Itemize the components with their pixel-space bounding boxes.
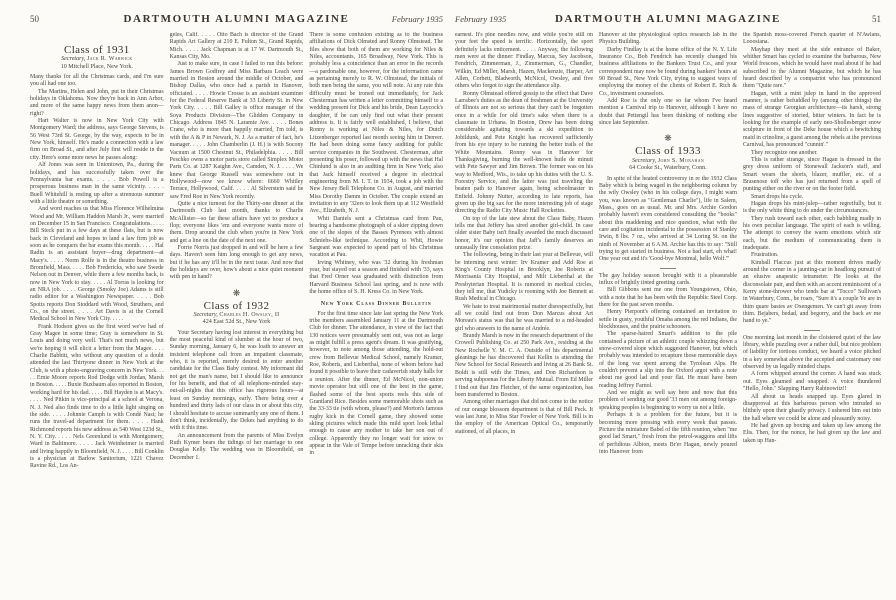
paragraph: Hart Walter is now in New York City with Montgomery Ward; the address, says George Stevens, is 56 West 73rd St. George, by the way, expects to be in New York, himself. He's made a connection with a law firm on Broad St., and after July first will reside in the city. Here's some more news he passes along: (30, 118, 164, 161)
section-subhead: New York Class Dinner Bulletin (320, 301, 432, 308)
columns-right (455, 32, 881, 589)
paragraph-divider-rule (804, 330, 820, 331)
page-number: 50 (30, 14, 39, 24)
secretary-line (170, 312, 304, 319)
issue-date: February 1935 (391, 14, 443, 24)
paragraph: The Martins, Helen and John, put in their Christmas holidays in Oklahoma. Now they're back in Ann Arbor, and more of the same happy news from them anon—right? (30, 88, 164, 117)
magazine-title: DARTMOUTH ALUMNI MAGAZINE (123, 13, 350, 25)
secretary-name: Jack R. Warwick (86, 56, 133, 63)
paragraph: They rush toward each other, each babbling madly in his own peculiar language. The spirit of each is willing. The attempt to convey the warm emotions which stir each, but the medium of communicating them is inadequate. (743, 215, 881, 251)
magazine-title: DARTMOUTH ALUMNI MAGAZINE (554, 13, 781, 25)
class-heading: Class of 1932 (203, 299, 270, 312)
paragraph: We hate to treat matrimonial matter disrespectfully, but all we could find out from Don Marcus about Art Moreau's status was that he was married to a red-headed girl who answers to the name of Andrée. (455, 303, 593, 332)
section-divider-ornament-icon: ❋ (232, 287, 241, 298)
class-heading: Class of 1933 (635, 145, 701, 158)
paragraph: Irving Whitney, who was '32 during his freshman year, but stayed out a season and finished with '33, says that Fred Orner was graduated with distinction from Harvard Business School last spring, and is now with the home office of S. H. Kress Co. in New York. (309, 259, 443, 296)
paragraph: The following, being in their last year at Bellevue, will be interning next winter: Irv Kramer and Add Roe at King's County Hospital in Brooklyn, Joe Roberts at Morrisania City Hospital, and Milt Lieberthal at the Presbyterian Hospital. It is rumored in medical circles, they tell me, that Yudicky is rooming with Joe Bennett at Rush Medical in Chicago. (455, 252, 593, 303)
class-heading: Class of 1931 (63, 44, 130, 56)
secretary-line (599, 158, 737, 165)
secretary-name: Charles H. Owsley, II (219, 312, 280, 319)
paragraph: Frustration. (751, 252, 779, 259)
paragraph: Darby Findlay is at the home office of the N. Y. Life Insurance Co., Bob Fendrich has recently changed his business affiliations to the Bankers Trust Co., and your correspondent may now be found during bankers' hours at 90 Broad St., New York City, trying to suggest ways of employing the money of the clients of Robert E. Rich & Co., investment counselors. (599, 46, 737, 97)
text-column-4 (455, 32, 593, 589)
paragraph: Brandy Marsh is now in the research department of the Crowell Publishing Co. at 250 Park Ave., residing at the New Rochelle Y. M. C. A. Outside of his departmental gleanings he has discovered that Kellin is attending the New School for Social Research and living at 26 Bank St. Boldt is still with the Times, and Don Richardson is serving subpoenas for the Liberty Mutual. From Ed Miller I find out that Jim Fletcher, of the same organization, has been transferred to Boston. (455, 333, 593, 398)
paragraph: The sparse-haired Smart's addition to the pile contained a picture of an athletic couple whizzing down a snow-covered slope which suggested Hanover, but which probably was intended to recapture those memorable days of the long vac spent among the Tyrolean Alps. He couldn't prevent a slip into the Oxford argot with a note about me good lad and your flat. He must have been reading Jeffrey Farnol. (599, 331, 737, 389)
page-header-left (30, 13, 443, 25)
text-column-1 (30, 32, 164, 589)
secretary-address: 424 East 52d St., New York (202, 319, 271, 326)
paragraph: Henry Pierpont's offering contained an invitation to settle in gusty, youthful Omaha among the red Indians, the blockhouses, and the prairie schooners. (599, 309, 737, 331)
paragraph: Quite a nice turnout for the Thirty-one dinner at the Dartmouth Club last month, thanks to Charlie McAllister—so far these affairs have yet to produce a flop; everyone likes 'em and everyone wants more of them. Drop around the club when you're in New York and get a line on the date of the next one. (169, 200, 304, 244)
paragraph: They recognize one another. (751, 149, 818, 156)
paragraph: All about us heads snapped up. Eyes glared in disapproval at this barbarous person who intruded so blithely upon their ghastly privacy. I ushered him out into the hall where we could be alone and pleasantly noisy. (743, 393, 881, 422)
paragraph: Frank Hodson gives us the first word we've had of Gray Magee in some time; Gray is somewhere in St. Louis and doing very well. That's not much news, but we're hoping it will elicit a letter from the Magee. . . . Charlie Babbitt, who without any question of a doubt attended the last Thirtyone dinner in New York at the Club, is with a photo-engraving concern in New York. . . . . Ernie Moore reports Rod Dodge with Jordan, Marsh in Boston. . . . . Buxie Buxbaum also reported in Boston, working hard for his dad. . . . . Bill Hayden is at Macy's. . . . . Ned Pitkin is vice-principal at a school at Verona, N. J. Ned also finds time to do a little light singing on the side. . . . . Johnnie Camph is with Condé Nast; he runs the travel-ad department for them. . . . . Hank Richmond reports his new address as 540 West 123d St., N. Y. City. . . . . Nels Greenlund is with Montgomery, Ward in Baltimore. . . . . Jack Weinheimer is married and living happily in Bloomfield, N. J. . . . . Bill Conklin is a physician at Barlow Sanitorium, 1221 Chavez Ravine Rd., Los An- (30, 323, 164, 470)
text-column-2 (170, 32, 304, 589)
paragraph: Perhaps it is a problem for the future, but it is becoming more pressing with every week that passes. Picture the miniature Babel of the fifth reunion, when "me good lad Smart," fresh from the petrol-waggons and lifts of perfidious Albion, meets Br'er Hagan, newly poured into Hanover from (599, 412, 737, 455)
paragraph: Among other marriages that did not come to the notice of our orange blossom department is that of Bill Peck. It was last June, to Miss Star Fowler of New York. Bill is in the employ of the American Optical Co., temporarily stationed, of all places, in (455, 399, 593, 435)
paragraph: Bill Gibbons sent me one from Youngstown, Ohio, with a note that he has been with the Republic Steel Corp. there for the past seven months. (599, 287, 737, 308)
paragraph: And word reaches us that Miss Florence Wilhelmina Wood and Mr. William Haddon Marsh Jr., were married on December 15 in San Francisco. Congratulations. . . . . Bill Steck put in a few days at these flats, but is now back in Cleveland and hopes to land a law firm job as soon as he conquers the bar exams this month. . . . . Hal Radin is an assistant buyer—drug department—at Macy's. . . . . Norm Rolfe is in the theatre business in Bromfield, Mass. . . . . Bob Fredericks, who saw Swede Nelson out in Denver, while there a few months back, is now in New York to stay. . . . . Al Torras is looking for an NRA job. . . . . George (Smoky Joe) Adams is still radio editor for a Washington Newspaper. . . . . Bob Spotts reports Don Stoddard with Wood, Struthers, and Co., on the street. . . . . Art Davis is at the Cornell Medical School in New York City. . . . . (30, 206, 164, 323)
paragraph: geles, Calif. . . . . Otto Bach is director of the Grand Rapids Art Gallery at 210 E. Fulton St., Grand Rapids, Mich. . . . . Jack Chapman is at 17 W. Dartmouth St., Kansas City, Mo. (169, 32, 304, 61)
paragraph: A form whipped around the corner. A hand was stuck out. Eyes gleamed and snapped. A voice thundered "Hello, John." Slapping Harry Rabinowitz!! (743, 371, 881, 393)
paragraph: Hagan, with a mint julep in hand in the approved manner, is rather befuddled by (among other things) the mass of strange Georgian architecture—its harsh, strong lines suggestive of storied, bitter winters. In fact he is looking for the example of early neo-Shollesberger snow sculpture in front of the Deke house which a bewitching maid in crinoline, a guest among the rebels at the previous Carnival, has pronounced "cunnin'." (743, 90, 881, 149)
text-column-3 (309, 32, 443, 589)
secretary-address: 10 Mitchell Place, New York. (60, 63, 133, 70)
paragraph: Forrie Norris just dropped in and will be here a few days. Haven't seen him long enough to get any news, but if he has any it'll be in the next issue. And now that the holidays are over, how's about a nice quiet moment with pen in hand? (169, 244, 304, 281)
secretary-address: 64 Cooke St., Waterbury, Conn. (629, 165, 707, 172)
paragraph: Just to make sure, in case I failed to run this before: James Brown Godfrey and Miss Barbara Leach were married in Boston around the middle of October, and Bishop Dallas, who once had a parish in Hanover, officiated. . . . . Howie Crosse is an assistant examiner for the Federal Reserve Bank at 33 Liberty St. in New York City. . . . . Bill Galley is office manager of the Soya Products Division—The Glidden Company in Chicago. Address 1845 N. Laramie Ave. . . . . Bones Crane, who is more than happily married, I'm told, is with the A & P in Newark, N. J. As a matter of fact, he's manager. . . . . John Chamberlin (J. H.) is with Socony Vacuum at 1500 Chestnut St., Philadelphia. . . . . Bill Peschko owns a motor parts store called Simplex Motor Parts Co. at 1287 Kaighn Ave., Camden, N. J. . . . . We knew that George Russell was somewhere out in Hollywood—now we know where: 6660 Whitley Terrace, Hollywood, Calif. . . . . Al Silverstein said he saw Fred Roe in New York recently. (169, 61, 304, 200)
paragraph: For the first time since late last spring the New York tribe members assembled January 11 at the Dartmouth Club for dinner. The attendance, in view of the fact that 130 notices were presumably sent out, was not as large as might fulfill a press agent's dream. It was gratifying, however, to note among those attending, the hold-out crew from Bellevue Medical School, namely Kramer, Roe, Roberts, and Lieberthal, none of whom before had found it possible to leave their cadaverish study halls for a reunion. After the dinner, Ed McNicol, non-union movie operator but still one of the best in the game, flashed some of the best sports reels this side of Grantland Rice. Besides some memorable shots such as the 33-33 tie (with whom, please?) and Morton's famous rugby kick in the Cornell game, they showed some skiing pictures which made this mild sport look lethal enough to cause any mother to take her son out of college. Apparently they no longer wait for snow to appear in the Vale of Tempe before unracking their skis in (309, 310, 443, 457)
page-51 (448, 0, 896, 600)
secretary-label: Secretary, (631, 157, 658, 164)
columns-left (30, 32, 443, 589)
text-column-6 (743, 32, 881, 589)
page-header-right (455, 13, 881, 25)
paragraph-divider-rule (660, 268, 676, 269)
paragraph: Smart drops his cycle. (751, 193, 804, 200)
paragraph: He had given up boxing and taken up law among the Elis. Then, for the nonce, he had given up the law and taken up Han- (743, 422, 881, 444)
paragraph: In spite of the heated controversy in re the 1932 Class Baby which is being waged in the neighboring column by the wily Owsley (who in his college days, I might warn you, was known as "Gentleman Charlie"), life in Salem, Mass., goes on as usual. Mr. and Mrs. Archie Gordon probably haven't even considered consulting the "books" about this maddening and nice question, what with the care and cogitation incidental to the possession of Stanley Irwin, 8 lbs. 7 oz., who arrived at 34 Loring St. on the ninth of November at 6 A.M. Archie has this to say: "Still trying to get started in business. Not a bad start, eh what! One year out and it's 'Good-bye Montreal, hello Wolf.'" (599, 175, 737, 263)
paragraph: And we might as well say here and now that this problem of sending our good '33 men out among foreign-speaking peoples is beginning to worry us not a little. (599, 390, 737, 411)
paragraph: the Spanish moss-covered French quarter of N'Awlans, Looosiana. (743, 32, 881, 46)
paragraph: Kimball Flaccus just at this moment drives madly around the corner in a jaunting-car in headlong pursuit of an elusive anapestic tetrameter. He looks at the disconsolate pair, and then with an accent reminiscent of a Kerry stone-thrower who tends bar at "Tocco" Sullivan's in Waterbury, Conn., he roars, "Sure it's a couple Ye are in thim quare bastes av Oxengemen. Ye can't git away from thim. Bejabers, bedad, and begorry, and the back av me hand to ye." (743, 259, 881, 325)
issue-date: February 1935 (455, 14, 507, 24)
paragraph: earnest. It's pine needles now, and while you're still on your feet the speed is terrific. Horizontally, the sport definitely lacks enticement. . . . . Anyway, the following men were at the dinner: Findlay, Marcus, Sey Jacobson, Fendrich, Zimmerman, J., Zimmerman, G., Chandler, Wilkin, Ed Miller, Marsh, Hazen, Mackenzie, Harper, Art Allen, Corbett, Bladworth, McNicol, Owsley, and five others who forgot to sign the attendance slip. (455, 32, 593, 90)
paragraph: The gay holiday season brought with it a pleasurable influx of brightly tinted greeting cards. (599, 272, 737, 286)
paragraph: Hanover at the physiological optics research lab in the Physics Building. (599, 32, 737, 46)
secretary-label: Secretary, (193, 312, 220, 319)
text-column-5 (599, 32, 737, 589)
page-number: 51 (872, 14, 881, 24)
section-divider-ornament-icon: ❋ (664, 133, 672, 144)
secretary-line (30, 56, 164, 63)
paragraph: Ronny Olmstead offered gossip to the effect that Dave Larrabee's duties as the dean of freshmen at the University of Illinois are not so serious that they can't be forgotten once in a while for old time's sake when there is a classmate in Urbana. In Boston, Drew has been doing considerable agitating towards a ski expedition to Jobildunk, and Pete Knight has recovered sufficiently from his eye injury to be running the better trails of the White Mountains. Ronny was in Hanover for Thanksgiving, burning the well-known huile de minuit with Pete Sawyer and Jim Brown. The former was on his way to Medford, Wis., to take up his duties with the U. S. Forestry Service, and the latter was just traveling the beaten path to Hanover again, being schoolmaster in Enfield. Johnny Nutter, according to late reports, has given up the big sax for the more interesting job of stage directing the Radio City Music Hall Rockettes. (455, 90, 593, 215)
paragraph: One morning last month in the cloistered quiet of the law library, while puzzling over a rather dull, but nice problem of liability for tortious conduct, we heard a voice pitched in a key somewhat above the accepted and customary one observed by us legally minded chaps. (743, 334, 881, 371)
paragraph: There is some confusion existing as to the business affiliations of Dick Olmsted and Ronny Olmstead. The files show that both of them are working for Niles & Niles, accountants, 165 Broadway, New York. This is probably less a coincidence than an error in the records—a pardonable one, however, for the information came as pertaining merely to R. W. Olmstead, the initials of both men being the same, you will note. At any rate this difficulty must be ironed out immediately, for Jack Chesterman has written a letter committing himself to a wedding present for Dick and his bride, Dean Laycock's daughter, if he can only find out what their present address is. It is fairly well established, I believe, that Ronny is working at Niles & Niles, for Dutch Litzenberger reported last month seeing him in Denver. He had been doing some fancy auditing for public service companies in the Southwest. Chesterman, after presenting his poser, followed up with the news that Hal Chinlund is also in an auditing firm in New York; also that Jack himself received a degree in electrical engineering from M. I. T. in 1934, took a job with the New Jersey Bell Telephone Co. in August, and married Miss Dorothy Damm in October. The couple extend an invitation to any '32ers to look them up at 112 Westfield Ave., Elizabeth, N. J. (309, 32, 443, 215)
paragraph: Hagan drops his mint-julep—rather regretfully, but it is the only white thing to do under the circumstances. (743, 200, 881, 215)
paragraph: Many thanks for all the Christmas cards, and I'm sure you all had one too. (30, 74, 164, 88)
paragraph: An announcement from the parents of Miss Evelyn Ruth Kymer bears the tidings of her marriage to one Douglas Kelly. The wedding was in Bloomfield, on December 1. (169, 432, 304, 461)
paragraph: Add Roe is the only one so far whom I've heard mention a Carnival trip to Hanover, although I have no doubt that Pettengil has been thinking of nothing else since late September. (599, 98, 737, 127)
paragraph: Mayhap they meet at the side entrance of Baker, whither Smart has cycled to examine the barbarous, New World frescoes, which he would have read about if he had subscribed to the Alumni Magazine, but which he has heard described by a compatriot who has pronounced them "Quite rare." (743, 46, 881, 90)
paragraph: Whit Daniels sent a Christmas card from Pau, bearing a handsome photograph of a skier zipping down one of the slopes of the Basses Pyrenees with almost Schniebs-like technique. According to Whit, Howie Sargeant was expected to spend part of his Christmas vacation at Pau. (309, 215, 443, 259)
paragraph: This is rather strange, since Hagan is dressed in the grey dress uniform of Stonewall Jackson's staff, and Smart wears the shorts, blazer, muffler, etc. of a Brasenose toff who has just returned from a spell of punting either on the river or on the footer field. (743, 156, 881, 193)
paragraph: Alf Jones was seen in Uniontown, Pa., during the holidays, and has successfully taken over the Pennsylvania bar exams. . . . . Bob Powell is a prosperous business man in the same vicinity. . . . . Buell Whitehill is resting up after a strenuous summer with a little theatre or something. (30, 162, 164, 205)
secretary-label: Secretary, (61, 56, 87, 63)
secretary-name: John S. Monahan (657, 157, 705, 164)
paragraph: On top of the late stew about the Class Baby, Hazen tells me that Jeffery has sired another girl-child. In case older sister Baby isn't finally awarded the much discussed honor, it's our opinion that Jaff's family deserves an unusually fine consolation prize. (455, 215, 593, 251)
paragraph: Your Secretary having lost interest in everything but the most peaceful kind of slumber at the hour of two, Sunday morning, January 6, he was loath to answer an insistent telephone call from an impatient classmate, who, it is reported, merely desired to enter another candidate for the Class Baby contest. My informant did not get the man's name, but I should like to announce for his benefit, and that of all telephone-minded stay-out-all-nights that this office has rigorous hours—at least on Sunday mornings, early. There being over a hundred and thirty lads of our class in or about this city, I should hesitate to accuse summarily any one of them. I don't think, incidentally, the Dekes had anything to do with it this time. (169, 329, 304, 432)
